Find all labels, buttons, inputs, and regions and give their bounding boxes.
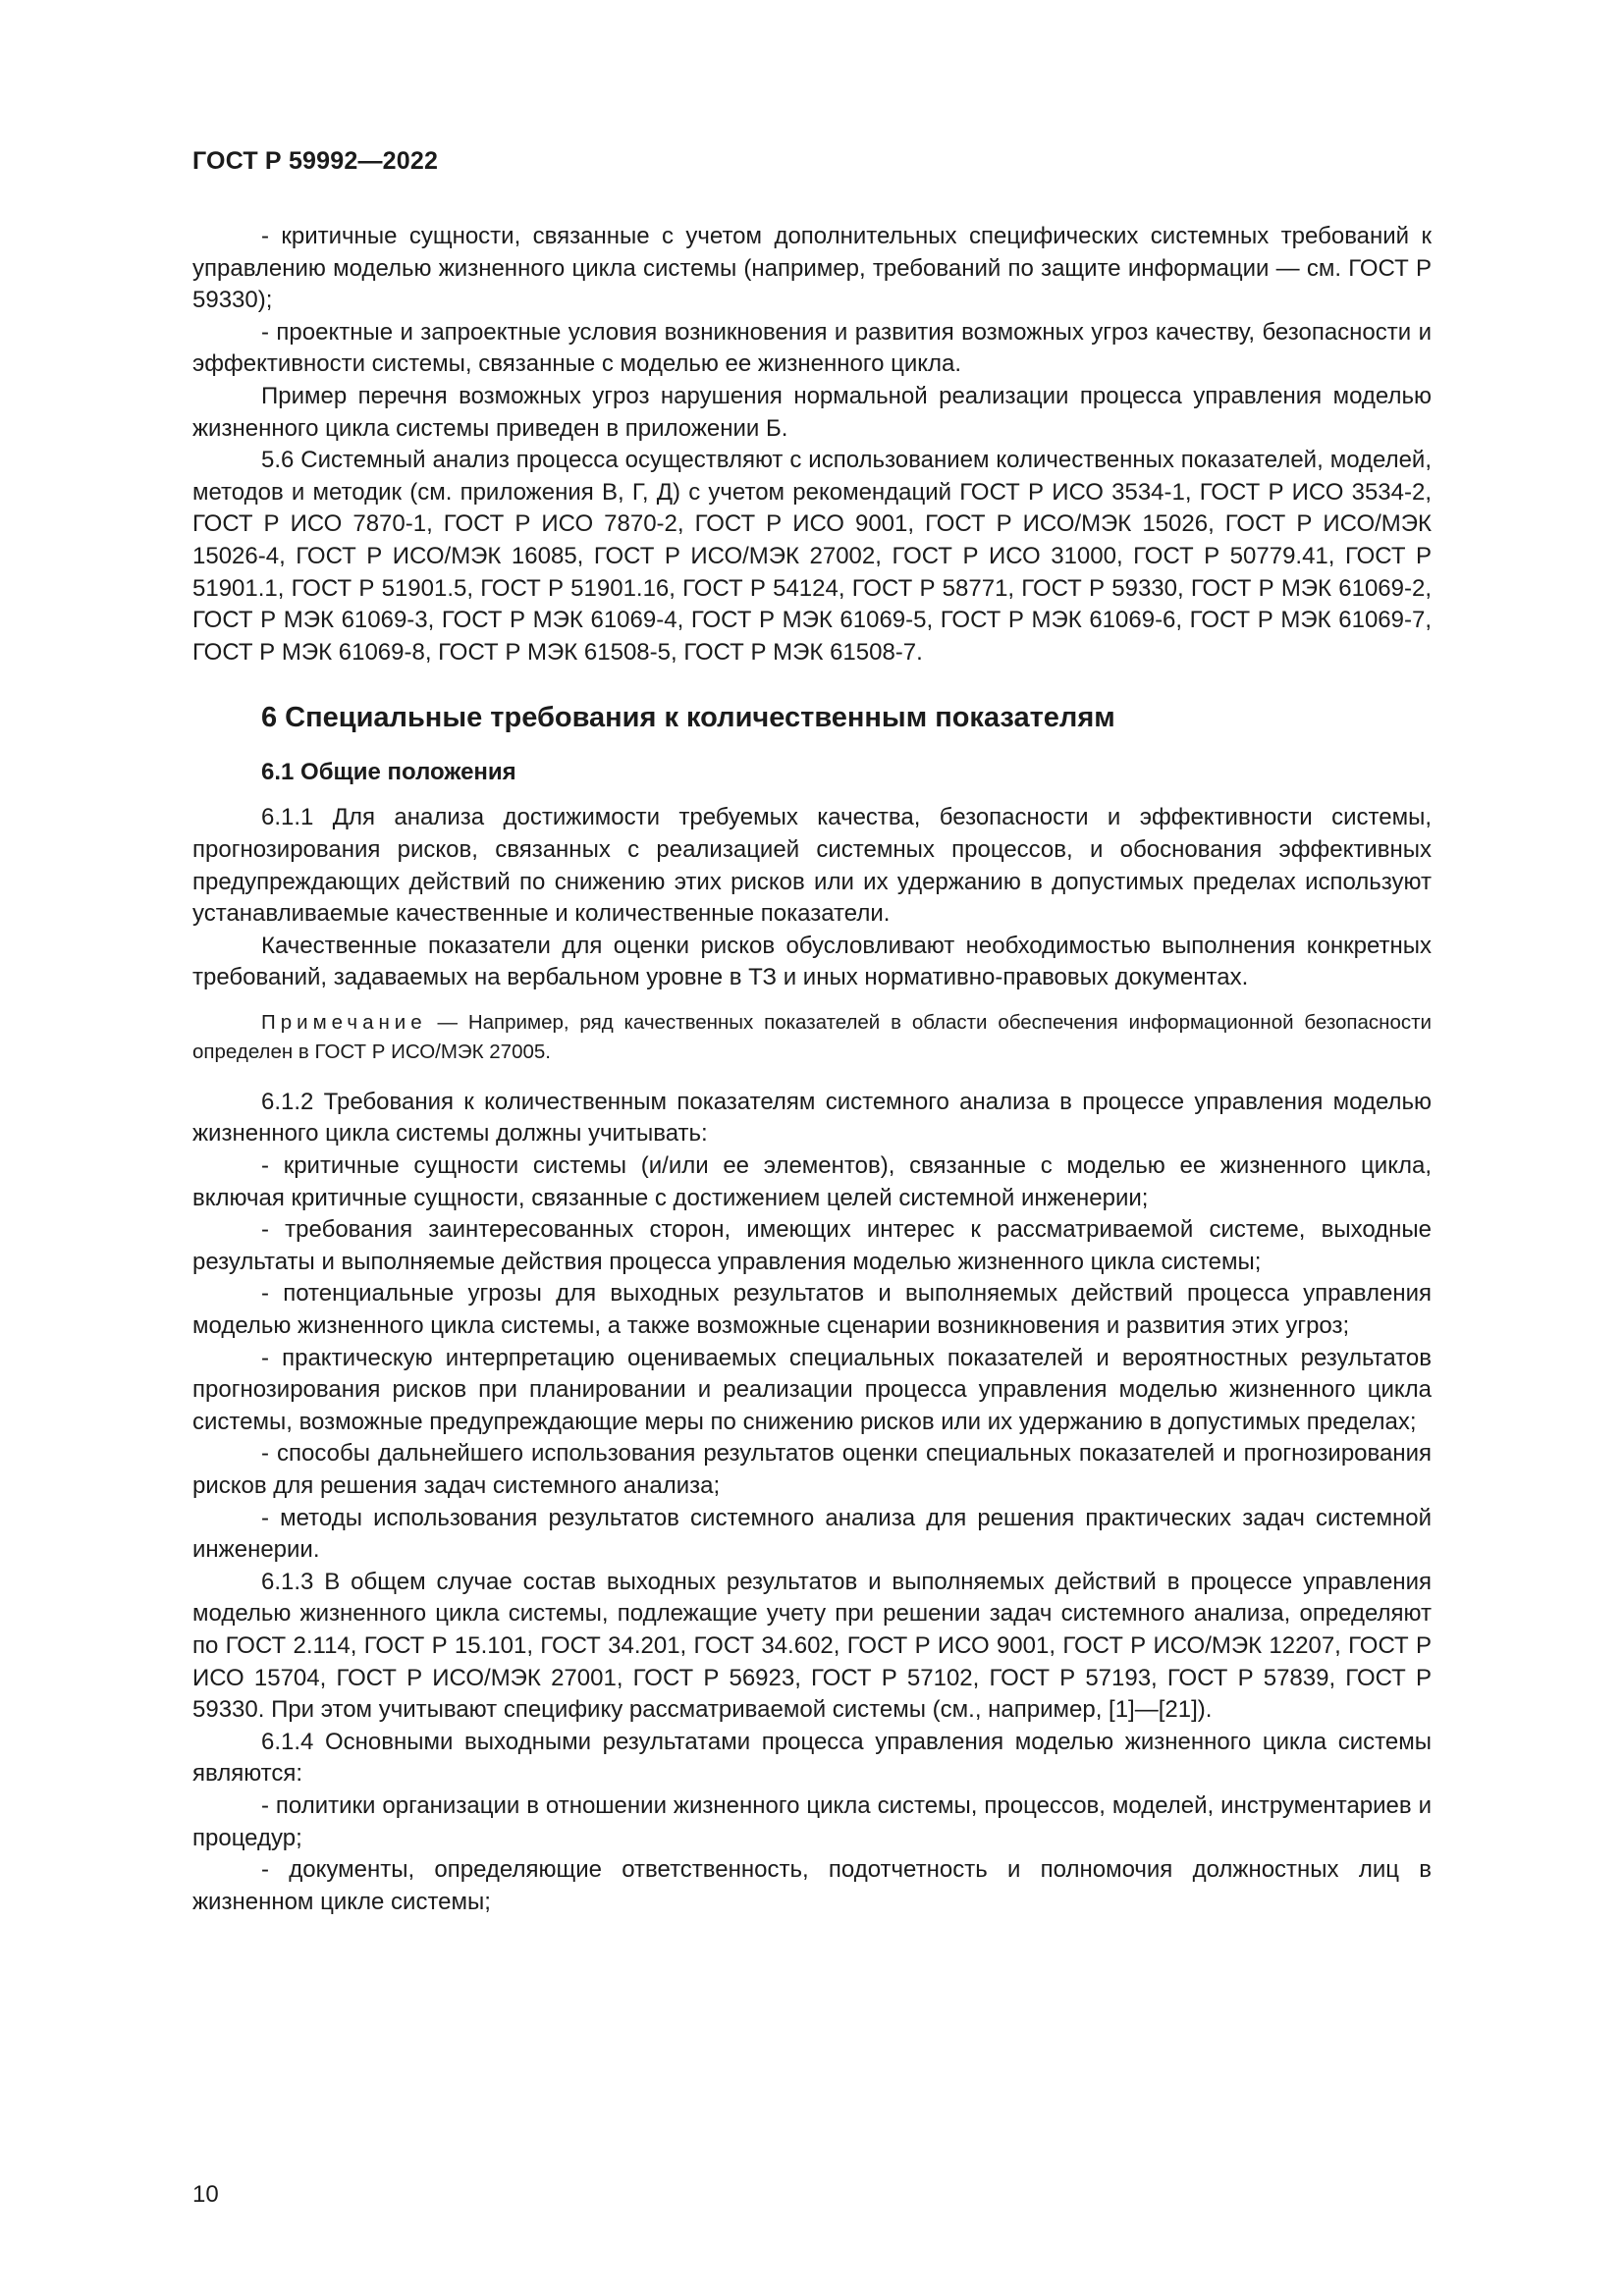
document-body — [192, 221, 1432, 1918]
paragraph: - критичные сущности, связанные с учетом дополнительных специфических системных требований к управлению моделью жизненного цикла системы (например, требований по защите информации — см. ГОСТ Р 59330); — [192, 223, 1432, 314]
paragraph: - практическую интерпретацию оцениваемых специальных показателей и вероятностных результатов прогнозирования рисков при планировании и реализации процесса управления моделью жизненного цикла системы, возможные предупреждающие меры по снижению рисков или их удержанию в допустимых пределах; — [192, 1344, 1432, 1435]
paragraph: 6.1.1 Для анализа достижимости требуемых качества, безопасности и эффективности системы, прогнозирования рисков, связанных с реализацией системных процессов, и обоснования эффективных предупреждающих действий по снижению этих рисков или их удержанию в допустимых пределах используют устанавливаемые качественные и количественные показатели. — [192, 804, 1432, 928]
paragraph: - потенциальные угрозы для выходных результатов и выполняемых действий процесса управления моделью жизненного цикла системы, а также возможные сценарии возникновения и развития этих угроз; — [192, 1280, 1432, 1340]
paragraph: - документы, определяющие ответственность, подотчетность и полномочия должностных лиц в жизненном цикле системы; — [192, 1856, 1432, 1915]
paragraph: - требования заинтересованных сторон, имеющих интерес к рассматриваемой системе, выходные результаты и выполняемые действия процесса управления моделью жизненного цикла системы; — [192, 1216, 1432, 1275]
paragraph: 5.6 Системный анализ процесса осуществляют с использованием количественных показателей, моделей, методов и методик (см. приложения В, Г, Д) с учетом рекомендаций ГОСТ Р ИСО 3534-1, ГОСТ Р ИСО 3534-2, ГОСТ Р ИСО 7870-1, ГОСТ Р ИСО 7870-2, ГОСТ Р ИСО 9001, ГОСТ Р ИСО/МЭК 15026, ГОСТ Р ИСО/МЭК 15026-4, ГОСТ Р ИСО/МЭК 16085, ГОСТ Р ИСО/МЭК 27002, ГОСТ Р ИСО 31000, ГОСТ Р 50779.41, ГОСТ Р 51901.1, ГОСТ Р 51901.5, ГОСТ Р 51901.16, ГОСТ Р 54124, ГОСТ Р 58771, ГОСТ Р 59330, ГОСТ Р МЭК 61069-2, ГОСТ Р МЭК 61069-3, ГОСТ Р МЭК 61069-4, ГОСТ Р МЭК 61069-5, ГОСТ Р МЭК 61069-6, ГОСТ Р МЭК 61069-7, ГОСТ Р МЭК 61069-8, ГОСТ Р МЭК 61508-5, ГОСТ Р МЭК 61508-7. — [192, 447, 1432, 666]
paragraph: - способы дальнейшего использования результатов оценки специальных показателей и прогнозирования рисков для решения задач системного анализа; — [192, 1440, 1432, 1499]
paragraph: 6.1.3 В общем случае состав выходных результатов и выполняемых действий в процессе управления моделью жизненного цикла системы, подлежащие учету при решении задач системного анализа, определяют по ГОСТ 2.114, ГОСТ Р 15.101, ГОСТ 34.201, ГОСТ 34.602, ГОСТ Р ИСО 9001, ГОСТ Р ИСО/МЭК 12207, ГОСТ Р ИСО 15704, ГОСТ Р ИСО/МЭК 27001, ГОСТ Р 56923, ГОСТ Р 57102, ГОСТ Р 57193, ГОСТ Р 57839, ГОСТ Р 59330. При этом учитывают специфику рассматриваемой системы (см., например, [1]—[21]). — [192, 1568, 1432, 1724]
subsection-heading: 6.1 Общие положения — [261, 759, 516, 786]
paragraph: 6.1.2 Требования к количественным показателям системного анализа в процессе управления моделью жизненного цикла системы должны учитывать: — [192, 1088, 1432, 1148]
paragraph: Пример перечня возможных угроз нарушения нормальной реализации процесса управления моделью жизненного цикла системы приведен в приложении Б. — [192, 382, 1432, 442]
paragraph: Качественные показатели для оценки рисков обусловливают необходимостью выполнения конкретных требований, задаваемых на вербальном уровне в ТЗ и иных нормативно-правовых документах. — [192, 932, 1432, 991]
note-label: Примечание — [261, 1010, 427, 1034]
paragraph: - методы использования результатов системного анализа для решения практических задач системной инженерии. — [192, 1504, 1432, 1564]
paragraph: 6.1.4 Основными выходными результатами процесса управления моделью жизненного цикла системы являются: — [192, 1728, 1432, 1788]
paragraph: - политики организации в отношении жизненного цикла системы, процессов, моделей, инструментариев и процедур; — [192, 1791, 1432, 1851]
section-heading: 6 Специальные требования к количественным показателям — [261, 702, 1115, 734]
paragraph: - проектные и запроектные условия возникновения и развития возможных угроз качеству, безопасности и эффективности системы, связанные с моделью ее жизненного цикла. — [192, 318, 1432, 378]
page-number: 10 — [192, 2181, 219, 2208]
note-text: — Например, ряд качественных показателей в области обеспечения информационной безопасности определен в ГОСТ Р ИСО/МЭК 27005. — [192, 1010, 1432, 1063]
document-header-title: ГОСТ Р 59992—2022 — [192, 147, 439, 175]
note — [192, 1008, 1432, 1067]
paragraph: - критичные сущности системы (и/или ее элементов), связанные с моделью ее жизненного цикла, включая критичные сущности, связанные с достижением целей системной инженерии; — [192, 1152, 1432, 1211]
